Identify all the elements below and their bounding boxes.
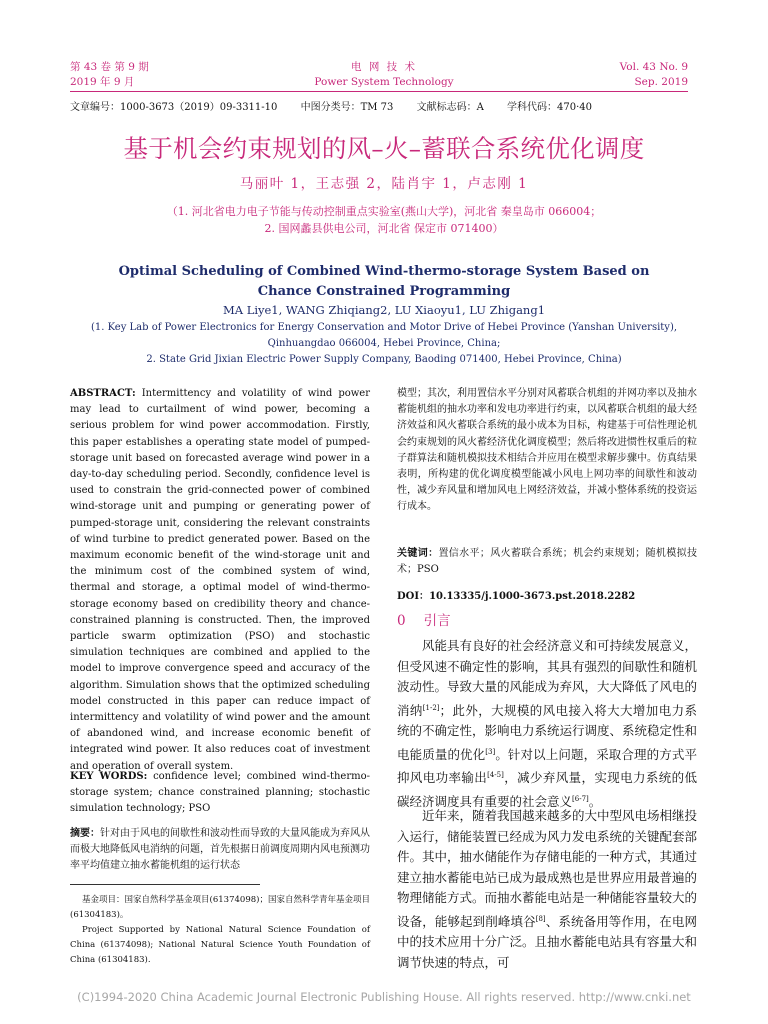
affiliation-en-3: 2. State Grid Jixian Electric Power Supply Company, Baoding 071400, Hebei Province, China): [146, 354, 622, 365]
section-heading: [397, 609, 697, 629]
keywords-cn-label: 关键词：: [397, 548, 439, 559]
footnote-en: Project Supported by National Natural Science Foundation of China (61374098); National Natural Science Youth Foundation of China (61304183).: [70, 925, 370, 965]
body-text: 近年来，随着我国越来越多的大中型风电场相继投入运行，储能装置已经成为风力发电系统的关键配套部件。其中，抽水储能作为存储电能的一种方式，其通过建立抽水蓄能电站已成为最成熟也是世界应用最普遍的物理储能方式。而抽水蓄能电站是一种储能容量较大的设备，能够起到削峰填谷: [397, 808, 698, 929]
citation-ref: [8]: [535, 914, 546, 923]
authors-cn: 马丽叶 1，王志强 2，陆肖宇 1，卢志刚 1: [239, 176, 529, 192]
affiliation-cn-1: （1. 河北省电力电子节能与传动控制重点实验室(燕山大学)，河北省 秦皇岛市 066004；: [166, 205, 602, 218]
abstract-cn-label: 摘要：: [70, 828, 100, 839]
abstract-en-text: Intermittency and volatility of wind power may lead to curtailment of wind power, becoming a serious problem for wind power accommodation. Firstly, this paper establishes a operating state model of pumped-storage unit based on forecasted average wind power in a day-to-day scheduling period. Secondly, confidence level is used to constrain the grid-connected power of combined wind-storage unit and pumping or generating power of pumped-storage unit, considering the relevant constraints of wind turbine to predict generated power. Based on the maximum economic benefit of the wind-storage unit and the minimum cost of the combined system of wind, thermal and storage, a optimal model of wind-thermo-storage economy based on credibility theory and chance-constrained planning is constructed. Then, the improved particle swarm optimization (PSO) and stochastic simulation techniques are combined and applied to the model to improve convergence speed and accuracy of the algorithm. Simulation shows that the optimized scheduling model constructed in this paper can reduce impact of intermittency and volatility of wind power and the amount of abandoned wind, and increase economic benefit of integrated wind power. It also reduces coat of investment and operation of overall system.: [70, 388, 370, 772]
body-paragraph-1: [397, 636, 697, 813]
affiliations-en: [0, 320, 768, 368]
header-left: [70, 60, 149, 90]
doi-label: DOI：: [397, 591, 430, 602]
title-en: [0, 262, 768, 302]
keywords-cn-text: 置信水平；风火蓄联合系统；机会约束规划；随机模拟技术；PSO: [397, 548, 698, 576]
citation-ref: [6-7]: [572, 794, 589, 803]
body-text: ；此外，大规模的风电接入将大大增加电力系统的不确定性，影响电力系统运行调度、系统稳定性和电能质量的优化: [397, 702, 698, 762]
subject-code: 学科代码：470·40: [507, 102, 592, 113]
body-text: 。针对以上问题，采取合理的方式平抑风电功率输出: [397, 746, 697, 786]
body-text: 风能具有良好的社会经济意义和可持续发展意义，但受风速不确定性的影响，其具有强烈的间歇性和随机波动性。导致大量的风能成为弃风，大大降低了风电的消纳: [397, 638, 698, 718]
doi: [397, 587, 697, 602]
copyright-notice: (C)1994-2020 China Academic Journal Electronic Publishing House. All rights reserved. http://www.cnki.net: [77, 990, 691, 1004]
keywords-en: [70, 769, 370, 818]
title-en-line-1: Optimal Scheduling of Combined Wind-thermo-storage System Based on: [118, 264, 650, 279]
volume-issue-en: Vol. 43 No. 9: [619, 61, 688, 73]
journal-name-cn: 电 网 技 术: [350, 61, 417, 73]
footnote-divider: [70, 884, 260, 885]
section-number: 0: [397, 613, 406, 629]
citation-ref: [3]: [485, 747, 496, 756]
header-center: [234, 60, 534, 90]
doi-value: 10.13335/j.1000-3673.pst.2018.2282: [429, 591, 636, 602]
citation-ref: [1-2]: [422, 703, 440, 712]
volume-issue-cn: 第 43 卷 第 9 期: [70, 61, 149, 73]
title-cn: 基于机会约束规划的风–火–蓄联合系统优化调度: [123, 134, 645, 163]
affiliation-en-1: (1. Key Lab of Power Electronics for Energy Conservation and Motor Drive of Hebei Province (Yanshan University),: [90, 322, 678, 333]
footnote-cn: 基金项目：国家自然科学基金项目(61374098)；国家自然科学青年基金项目(61304183)。: [70, 895, 370, 920]
abstract-cn: [70, 826, 370, 875]
body-paragraph-2: [397, 806, 697, 973]
date-en: Sep. 2019: [634, 76, 688, 88]
body-text: 。: [588, 794, 602, 810]
header-divider: [70, 91, 688, 92]
affiliation-en-2: Qinhuangdao 066004, Hebei Province, China;: [267, 338, 501, 349]
abstract-cn-continued: 模型；其次，利用置信水平分别对风蓄联合机组的并网功率以及抽水蓄能机组的抽水功率和发电功率进行约束，以风蓄联合机组的最大经济效益和风火蓄联合系统的最小成本为目标，构建基于可信性理论机会约束规划的风火蓄经济优化调度模型；然后将改进惯性权重后的粒子群算法和随机模拟技术相结合并应用在模型求解步骤中。仿真结果表明，所构建的优化调度模型能减小风电上网功率的间歇性和波动性，减少弃风量和增加风电上网经济效益，并减小整体系统的投资运行成本。: [397, 388, 697, 513]
title-en-line-2: Chance Constrained Programming: [257, 284, 511, 299]
authors-en: MA Liye1, WANG Zhiqiang2, LU Xiaoyu1, LU Zhigang1: [222, 303, 546, 317]
footnote: [70, 893, 370, 968]
journal-name-en: Power System Technology: [314, 76, 454, 88]
article-info: [70, 98, 612, 113]
date-cn: 2019 年 9 月: [70, 76, 135, 88]
keywords-cn: [397, 546, 697, 578]
document-code: 文献标志码：A: [416, 102, 484, 113]
section-title: 引言: [423, 613, 451, 629]
classification-number: 中图分类号：TM 73: [300, 102, 394, 113]
article-number: 文章编号：1000-3673（2019）09-3311-10: [70, 102, 278, 113]
body-text: ，减少弃风量，实现电力系统的低碳经济调度具有重要的社会意义: [397, 770, 697, 810]
citation-ref: [4-5]: [487, 771, 504, 780]
abstract-en-label: ABSTRACT:: [70, 388, 136, 399]
abstract-en: [70, 386, 370, 775]
affiliation-cn-2: 2. 国网蠡县供电公司，河北省 保定市 071400）: [264, 222, 504, 235]
abstract-cn-text-left: 针对由于风电的间歇性和波动性而导致的大量风能成为弃风从而极大地降低风电消纳的问题，首先根据日前调度周期内风电预测功率平均值建立抽水蓄能机组的运行状态: [70, 828, 370, 872]
body-text: 、系统备用等作用，在电网中的技术应用十分广泛。且抽水蓄能电站具有容量大和调节快速的特点，可: [397, 913, 698, 970]
keywords-en-text: confidence level; combined wind-thermo-storage system; chance constrained planning; stochastic simulation technology; PSO: [70, 771, 370, 815]
header-right: [620, 60, 688, 90]
affiliations-cn: [0, 203, 768, 237]
keywords-en-label: KEY WORDS:: [70, 771, 148, 782]
